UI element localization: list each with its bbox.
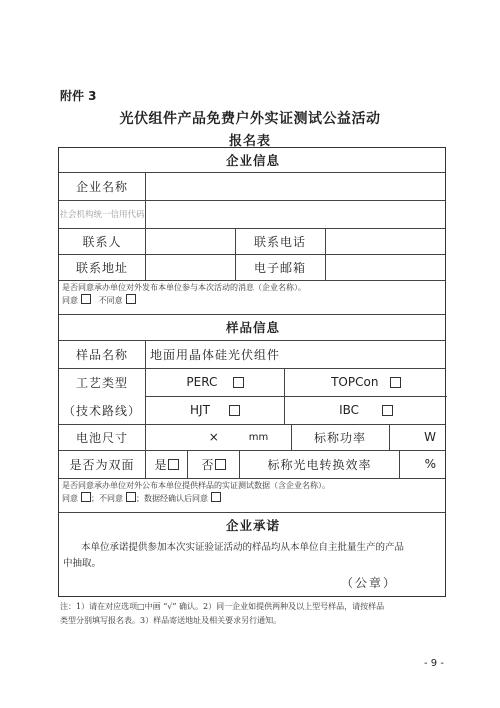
email-field[interactable]	[326, 255, 446, 280]
bifacial-no-label: 否	[201, 457, 215, 472]
commitment-line-2: 中抽取。	[63, 558, 102, 569]
option-ibc-checkbox[interactable]	[382, 405, 393, 416]
enterprise-section-title: 企业信息	[225, 153, 280, 168]
enterprise-agree-label: 同意	[62, 296, 78, 305]
option-perc[interactable]	[146, 368, 284, 396]
enterprise-consent	[62, 282, 444, 307]
enterprise-name-label: 企业名称	[75, 179, 128, 194]
option-topcon-checkbox[interactable]	[390, 377, 401, 388]
option-topcon[interactable]	[285, 368, 447, 396]
form-subtitle: 报名表	[228, 134, 271, 149]
phone-field[interactable]	[326, 229, 446, 254]
publish-confirm-checkbox[interactable]	[211, 492, 221, 502]
phone-label: 联系电话	[253, 234, 306, 249]
option-perc-checkbox[interactable]	[233, 377, 244, 388]
footnote	[60, 600, 444, 628]
enterprise-consent-text: 是否同意承办单位对外发布本单位参与本次活动的消息（企业名称）。	[62, 283, 306, 292]
efficiency-label: 标称光电转换效率	[267, 457, 372, 472]
enterprise-disagree-label: 不同意	[98, 296, 123, 305]
power-field[interactable]	[390, 424, 446, 450]
commitment-text	[63, 540, 443, 572]
option-hjt-label: HJT	[190, 403, 210, 417]
publish-consent-text: 是否同意承办单位对外公布本单位提供样品的实证测试数据（含企业名称）。	[62, 481, 330, 490]
cell-size-unit: mm	[248, 431, 269, 443]
option-perc-label: PERC	[186, 375, 218, 389]
enterprise-disagree-checkbox[interactable]	[126, 294, 136, 304]
footnote-line-1: 注：1）请在对应选项□中画 “√” 确认。2）同一企业如提供两种及以上型号样品，请按样品	[60, 602, 385, 611]
process-type-label: 工艺类型	[75, 375, 128, 390]
cell-size-label: 电池尺寸	[75, 430, 128, 445]
contact-label: 联系人	[82, 234, 122, 249]
power-unit: W	[424, 430, 436, 444]
publish-consent	[62, 480, 444, 505]
credit-code-label: 社会机构统一信用代码	[59, 210, 145, 220]
credit-code-field[interactable]	[146, 201, 446, 228]
bifacial-no[interactable]	[188, 450, 239, 478]
option-ibc-label: IBC	[339, 403, 360, 417]
enterprise-name-field[interactable]	[146, 173, 446, 200]
efficiency-field[interactable]	[400, 450, 446, 478]
option-hjt-checkbox[interactable]	[229, 405, 240, 416]
page-number: - 9 -	[424, 658, 444, 669]
bifacial-yes-checkbox[interactable]	[168, 459, 179, 470]
address-field[interactable]	[146, 255, 235, 280]
bifacial-yes-label: 是	[154, 457, 168, 472]
bifacial-label: 是否为双面	[69, 457, 135, 472]
power-label: 标称功率	[313, 430, 366, 445]
sample-name-value: 地面用晶体硅光伏组件	[150, 347, 281, 362]
registration-form	[58, 147, 446, 597]
email-label: 电子邮箱	[253, 260, 306, 275]
publish-agree-checkbox[interactable]	[81, 492, 91, 502]
cell-size-x: ×	[208, 430, 219, 444]
option-topcon-label: TOPCon	[331, 375, 379, 389]
commitment-section-title: 企业承诺	[225, 518, 280, 533]
publish-confirm-label: ；数据经确认后同意	[136, 494, 208, 503]
tech-route-label: （技术路线）	[62, 403, 141, 418]
sample-name-label: 样品名称	[75, 347, 128, 362]
option-hjt[interactable]	[146, 396, 284, 424]
bifacial-yes[interactable]	[146, 450, 187, 478]
cell-size-field[interactable]	[146, 424, 291, 450]
attachment-label: 附件 3	[60, 89, 97, 103]
commitment-line-1: 本单位承诺提供参加本次实证验证活动的样品均从本单位自主批量生产的产品	[81, 542, 405, 553]
publish-disagree-label: ；不同意	[91, 494, 123, 503]
efficiency-unit: %	[424, 457, 436, 471]
footnote-line-2: 类型分别填写报名表。3）样品寄送地址及相关要求另行通知。	[60, 616, 282, 625]
address-label: 联系地址	[75, 260, 128, 275]
option-ibc[interactable]	[285, 396, 447, 424]
bifacial-no-checkbox[interactable]	[215, 459, 226, 470]
publish-agree-label: 同意	[62, 494, 78, 503]
company-seal: （公章）	[341, 576, 398, 590]
sample-section-title: 样品信息	[225, 320, 280, 335]
publish-disagree-checkbox[interactable]	[126, 492, 136, 502]
form-title: 光伏组件产品免费户外实证测试公益活动	[119, 111, 381, 127]
contact-field[interactable]	[146, 229, 235, 254]
enterprise-agree-checkbox[interactable]	[81, 294, 91, 304]
